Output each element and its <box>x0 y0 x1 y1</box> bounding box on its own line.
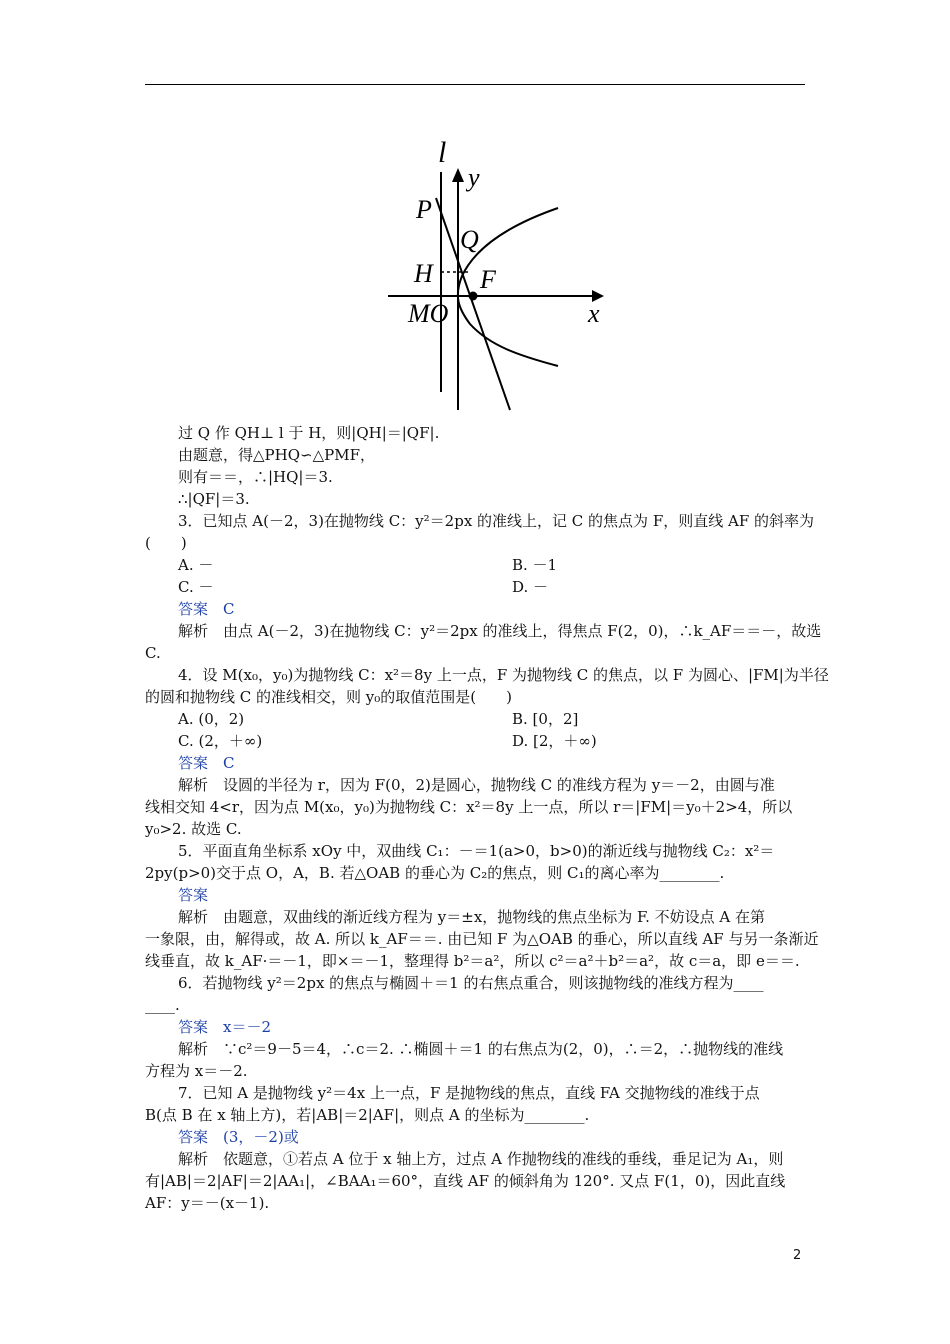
text-line: ____. <box>145 996 180 1014</box>
answer-line: 答案 C <box>178 600 235 618</box>
question-6: 6．若抛物线 y²＝2px 的焦点与椭圆＋＝1 的右焦点重合，则该抛物线的准线方程为____ <box>178 974 764 992</box>
text-line: 方程为 x＝－2. <box>145 1062 248 1080</box>
answer-line: 答案 (3，－2)或 <box>178 1128 299 1146</box>
label-Q: Q <box>460 225 479 254</box>
question-5: 5．平面直角坐标系 xOy 中，双曲线 C₁：－＝1(a>0，b>0)的渐近线与抛物线 C₂：x²＝ <box>178 842 775 860</box>
page-number: 2 <box>793 1248 802 1263</box>
q3-option-b: B. －1 <box>512 556 558 574</box>
label-P: P <box>416 195 432 224</box>
text-line: 2py(p>0)交于点 O，A，B. 若△OAB 的垂心为 C₂的焦点，则 C₁的离心率为________. <box>145 864 725 882</box>
q3-option-c: C. － <box>178 578 214 596</box>
q4-option-b: B. [0，2] <box>512 710 579 728</box>
text-line: 过 Q 作 QH⊥ l 于 H，则|QH|＝|QF|. <box>178 424 440 442</box>
answer-line: 答案 <box>178 886 209 904</box>
text-line: y₀>2. 故选 C. <box>145 820 242 838</box>
question-3: 3．已知点 A(－2，3)在抛物线 C：y²＝2px 的准线上，记 C 的焦点为 F，则直线 AF 的斜率为 <box>178 512 815 530</box>
label-x: x <box>588 299 600 328</box>
q4-option-c: C. (2，＋∞) <box>178 732 263 750</box>
analysis-line: 解析 设圆的半径为 r，因为 F(0，2)是圆心，抛物线 C 的准线方程为 y＝－2，由圆与准 <box>178 776 775 794</box>
text-line: 由题意，得△PHQ∽△PMF， <box>178 446 375 464</box>
focus-point <box>469 292 478 301</box>
label-MO: MO <box>408 299 449 328</box>
label-F: F <box>480 265 496 294</box>
text-line: AF：y＝－(x－1). <box>145 1194 270 1212</box>
q4-option-a: A. (0，2) <box>178 710 245 728</box>
text-line: 线相交知 4<r，因为点 M(x₀，y₀)为抛物线 C：x²＝8y 上一点，所以 r＝|FM|＝y₀＋2>4，所以 <box>145 798 793 816</box>
label-l: l <box>438 136 447 169</box>
answer-line: 答案 C <box>178 754 235 772</box>
answer-line: 答案 x＝－2 <box>178 1018 272 1036</box>
analysis-line: 解析 依题意，①若点 A 位于 x 轴上方，过点 A 作抛物线的准线的垂线，垂足记为 A₁，则 <box>178 1150 784 1168</box>
q3-option-a: A. － <box>178 556 214 574</box>
text-line: C. <box>145 644 161 662</box>
text-line: 的圆和抛物线 C 的准线相交，则 y₀的取值范围是( ) <box>145 688 512 706</box>
question-4: 4．设 M(x₀，y₀)为抛物线 C：x²＝8y 上一点，F 为抛物线 C 的焦点，以 F 为圆心、|FM|为半径 <box>178 666 829 684</box>
text-line: 一象限，由，解得或，故 A. 所以 k_AF＝＝. 由已知 F 为△OAB 的垂心，所以直线 AF 与另一条渐近 <box>145 930 819 948</box>
analysis-line: 解析 由题意，双曲线的渐近线方程为 y＝±x，抛物线的焦点坐标为 F. 不妨设点 A 在第 <box>178 908 766 926</box>
text-line: B(点 B 在 x 轴上方)，若|AB|＝2|AF|，则点 A 的坐标为________. <box>145 1106 590 1124</box>
header-rule <box>145 84 805 85</box>
label-y: y <box>468 163 480 192</box>
analysis-line: 解析 ∵c²＝9－5＝4，∴c＝2. ∴椭圆＋＝1 的右焦点为(2，0)，∴＝2，∴抛物线的准线 <box>178 1040 784 1058</box>
text-line: ( ) <box>145 534 187 552</box>
q3-option-d: D. － <box>512 578 549 596</box>
label-H: H <box>414 259 433 288</box>
text-line: ∴|QF|＝3. <box>178 490 250 508</box>
text-line: 有|AB|＝2|AF|＝2|AA₁|，∠BAA₁＝60°，直线 AF 的倾斜角为 120°. 又点 F(1，0)，因此直线 <box>145 1172 786 1190</box>
text-line: 线垂直，故 k_AF·＝－1，即×＝－1，整理得 b²＝a²，所以 c²＝a²＋b²＝a²，故 c＝a，即 e＝＝. <box>145 952 800 970</box>
text-line: 则有＝＝，∴|HQ|＝3. <box>178 468 333 486</box>
analysis-line: 解析 由点 A(－2，3)在抛物线 C：y²＝2px 的准线上，得焦点 F(2，0)，∴k_AF＝＝－，故选 <box>178 622 822 640</box>
question-7: 7．已知 A 是抛物线 y²＝4x 上一点，F 是抛物线的焦点，直线 FA 交抛物线的准线于点 <box>178 1084 760 1102</box>
q4-option-d: D. [2，＋∞) <box>512 732 597 750</box>
parabola-figure <box>362 124 620 418</box>
